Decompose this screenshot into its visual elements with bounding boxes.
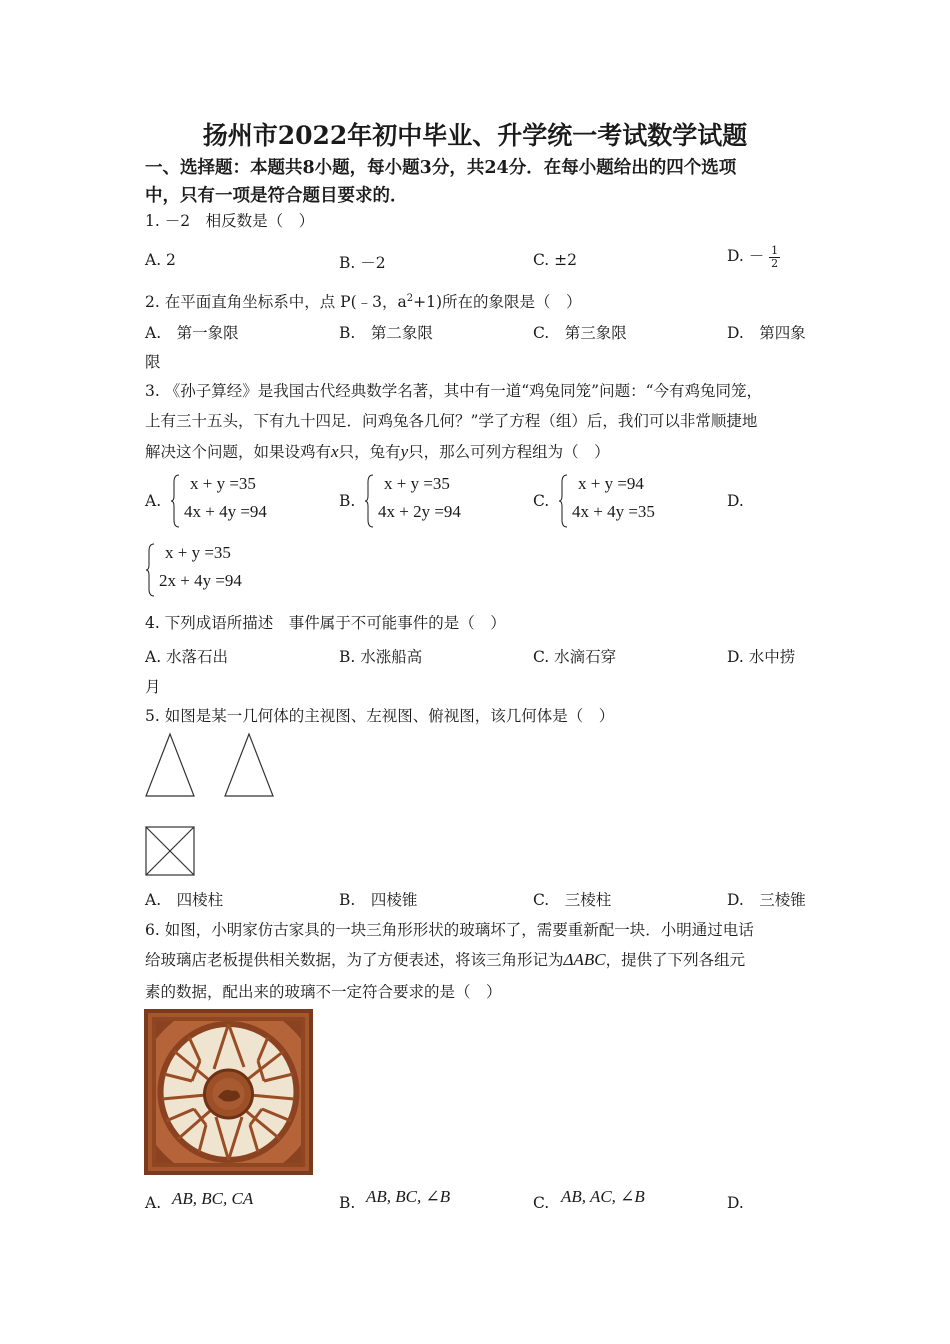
q2-stem [145,290,582,312]
q5-option-b: B. 四棱锥 [339,891,418,909]
q4-stem: 4. 下列成语所描述 事件属于不可能事件的是（ ） [145,614,506,632]
q4-option-b: B. 水涨船高 [339,648,423,666]
section-heading-line2: 中，只有一项是符合题目要求的． [145,186,408,206]
q2-option-c: C. 第三象限 [533,324,627,342]
q6-line1: 6. 如图，小明家仿古家具的一块三角形形状的玻璃坏了，需要重新配一块．小明通过电话 [145,921,754,939]
q1-option-a: A. 2 [145,251,176,269]
q6-line2 [145,948,745,970]
q3-label-c: C. [533,492,550,510]
q2-stem-post: +1)所在的象限是（ ） [413,293,582,311]
q3-line3-a: 解决这个问题，如果设鸡有 [145,443,332,461]
q6-line2-a: 给玻璃店老板提供相关数据，为了方便表述，将该三角形记为 [145,951,564,969]
q5-stem: 5. 如图是某一几何体的主视图、左视图、俯视图，该几何体是（ ） [145,707,615,725]
q6-label-d: D. [727,1194,744,1212]
q3-line3-b: 只，兔有 [338,443,401,461]
fraction-numerator: 1 [771,243,779,257]
system-eq1: x + y =94 [578,474,644,493]
q1-stem: 1. －2 相反数是（ ） [145,212,315,230]
q3-label-a: A. [145,492,162,510]
q4-option-a: A. 水落石出 [145,648,229,666]
q1-option-d [727,244,780,270]
q3-label-b: B. [339,492,356,510]
q2-option-d-wrap: 限 [145,353,161,371]
q6-line2-b: ，提供了下列各组元 [605,951,746,969]
q5-option-a: A. 四棱柱 [145,891,224,909]
brace-icon [170,474,180,528]
q5-option-c: C. 三棱柱 [533,891,612,909]
q1-option-d-label: D. － [727,247,765,265]
q2-stem-pre: 2. 在平面直角坐标系中，点 P(﹣3，a [145,293,407,311]
front-view-triangle [146,734,194,796]
q6-label-a: A. [145,1194,162,1212]
section-heading-line1: 一、选择题：本题共8小题，每小题3分，共24分．在每小题给出的四个选项 [145,158,737,178]
q4-option-d-wrap: 月 [145,678,161,696]
q6-option-b: AB, BC, ∠B [366,1187,451,1206]
q3-line1: 3. 《孙子算经》是我国古代经典数学名著，其中有一道“鸡兔同笼”问题：“今有鸡兔同笼， [145,382,762,400]
q2-option-a: A. 第一象限 [145,324,239,342]
system-eq1: x + y =35 [384,474,450,493]
system-eq2: 4x + 4y =35 [572,502,655,521]
left-view-triangle [225,734,273,796]
top-view-figure [144,825,196,877]
q2-option-d: D. 第四象 [727,324,806,342]
brace-icon [364,474,374,528]
q2-stem-sup: 2 [406,292,414,304]
system-eq1: x + y =35 [165,543,231,562]
q5-option-d: D. 三棱锥 [727,891,806,909]
q3-system-b [364,474,494,530]
q6-label-b: B. [339,1194,356,1212]
q4-option-c: C. 水滴石穿 [533,648,617,666]
q3-system-c [558,474,688,530]
q6-label-c: C. [533,1194,550,1212]
fraction-denominator: 2 [771,256,779,270]
q3-line2: 上有三十五头，下有九十四足．问鸡兔各几何？”学了方程（组）后，我们可以非常顺捷地 [145,412,758,430]
q3-system-a [170,474,300,530]
q6-option-c: AB, AC, ∠B [561,1187,645,1206]
q6-line3: 素的数据，配出来的玻璃不一定符合要求的是（ ） [145,983,502,1001]
system-eq2: 4x + 4y =94 [184,502,267,521]
triangle-abc: ΔABC [563,950,606,969]
brace-icon [558,474,568,528]
q3-line3-c: 只，那么可列方程组为（ ） [408,443,610,461]
furniture-glass-photo [144,1009,313,1175]
page-title: 扬州市2022年初中毕业、升学统一考试数学试题 [202,121,748,150]
q3-label-d: D. [727,492,744,510]
q1-option-b: B. －2 [339,254,386,272]
q1-option-c: C. ±2 [533,251,578,269]
q6-option-a: AB, BC, CA [172,1189,254,1208]
q4-option-d: D. 水中捞 [727,648,796,666]
system-eq2: 4x + 2y =94 [378,502,461,521]
q3-system-d [145,543,275,599]
var-x: x [331,442,339,461]
q3-line3 [145,440,610,462]
q2-option-b: B. 第二象限 [339,324,433,342]
system-eq1: x + y =35 [190,474,256,493]
brace-icon [145,543,155,597]
system-eq2: 2x + 4y =94 [159,571,242,590]
q1-option-d-fraction [769,245,780,270]
var-y: y [400,442,409,461]
three-view-front-left-figure [144,732,276,800]
